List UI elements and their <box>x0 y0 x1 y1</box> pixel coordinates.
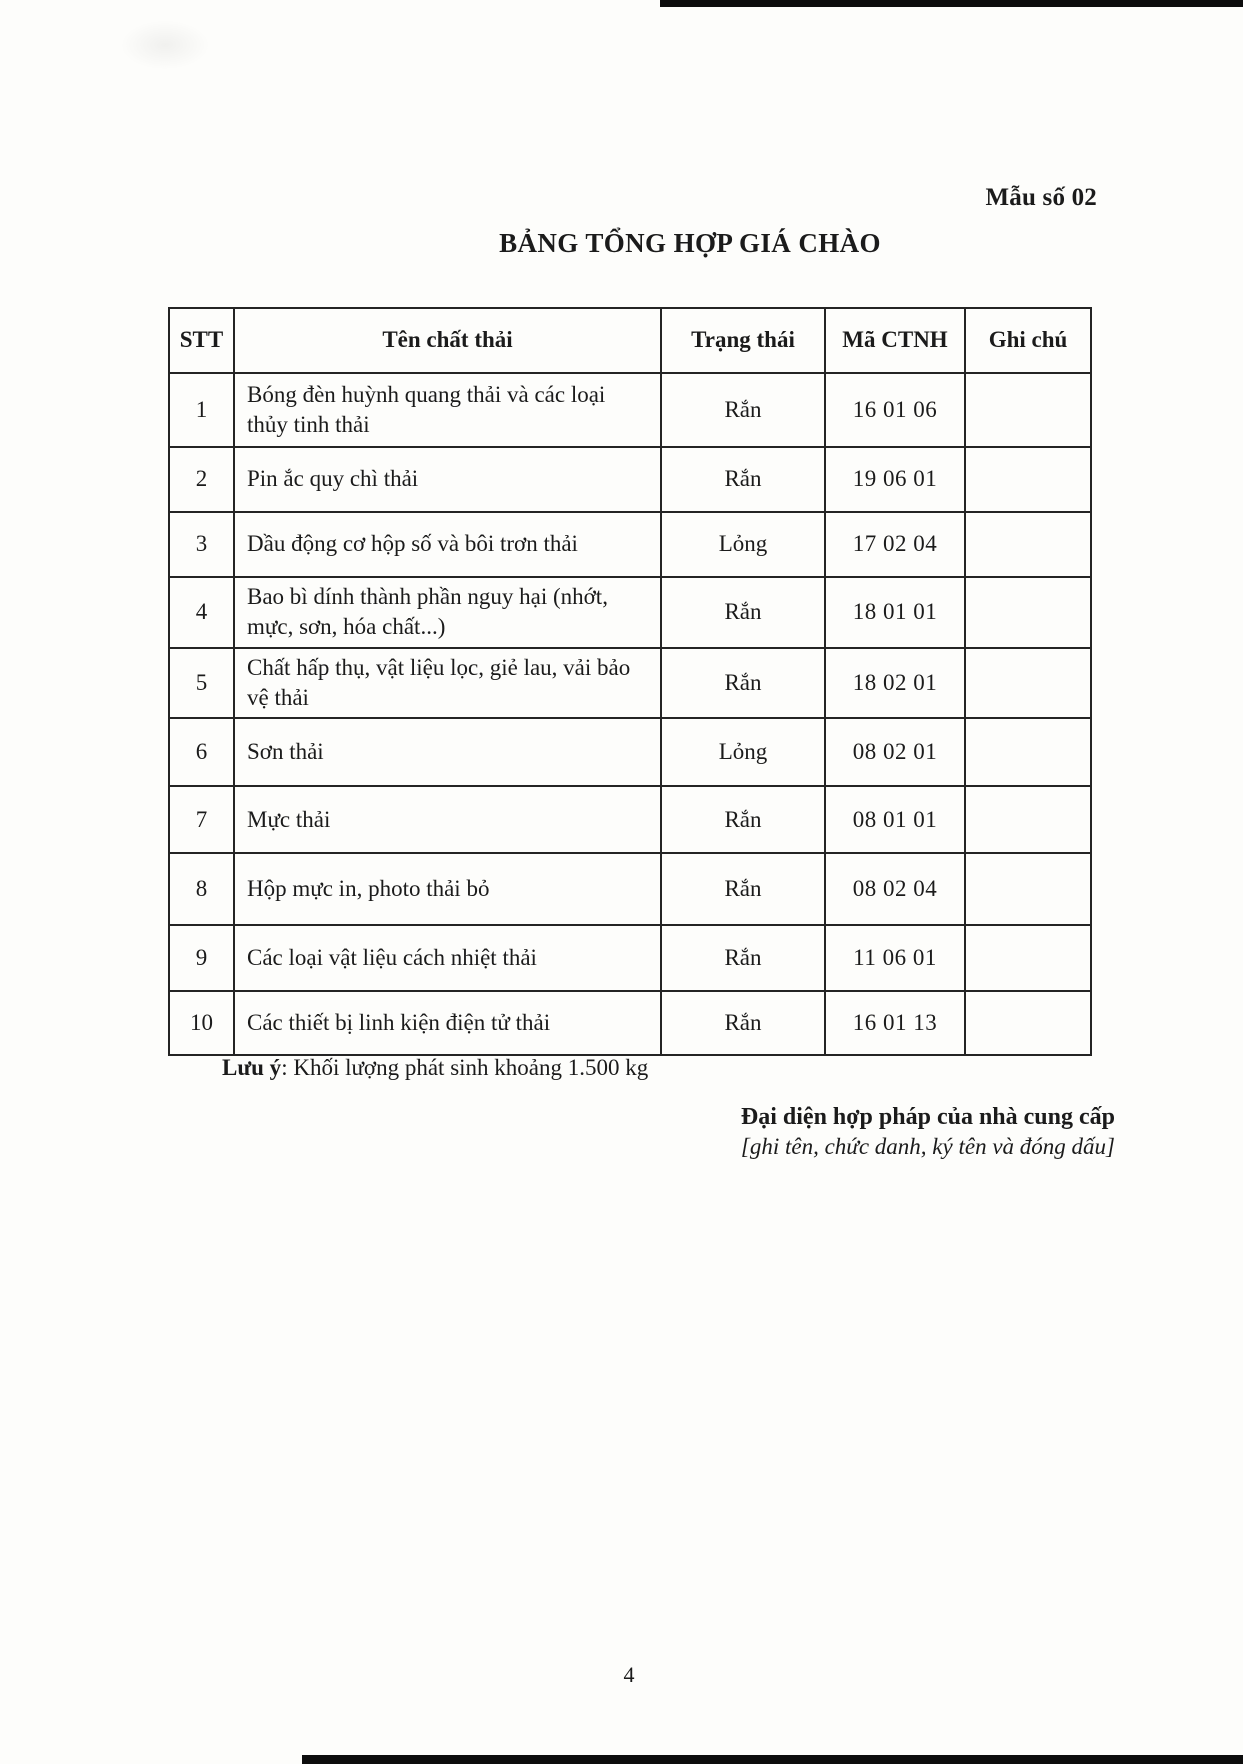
note-cell <box>965 447 1091 512</box>
note-cell <box>965 718 1091 786</box>
note-cell <box>965 373 1091 447</box>
state-cell: Rắn <box>661 786 825 853</box>
state-cell: Rắn <box>661 447 825 512</box>
signature-subtitle: [ghi tên, chức danh, ký tên và đóng dấu] <box>740 1134 1115 1159</box>
note-text: : Khối lượng phát sinh khoảng 1.500 kg <box>281 1055 649 1080</box>
row-index-cell: 7 <box>169 786 234 853</box>
column-header-ctnh-code: Mã CTNH <box>825 308 965 373</box>
table-row <box>169 373 1091 447</box>
ctnh-code-cell: 08 02 01 <box>825 718 965 786</box>
row-index-cell: 8 <box>169 853 234 925</box>
note-cell <box>965 577 1091 648</box>
column-header-note: Ghi chú <box>965 308 1091 373</box>
page-number: 4 <box>623 1662 635 1687</box>
state-cell: Rắn <box>661 577 825 648</box>
waste-name-cell: Pin ắc quy chì thải <box>234 447 661 512</box>
waste-name-cell: Bóng đèn huỳnh quang thải và các loại thủy tinh thải <box>234 373 661 447</box>
ctnh-code-cell: 19 06 01 <box>825 447 965 512</box>
waste-name-cell: Bao bì dính thành phần nguy hại (nhớt, mực, sơn, hóa chất...) <box>234 577 661 648</box>
ctnh-code-cell: 16 01 06 <box>825 373 965 447</box>
waste-name-cell: Dầu động cơ hộp số và bôi trơn thải <box>234 512 661 577</box>
ctnh-code-cell: 08 02 04 <box>825 853 965 925</box>
waste-name-cell: Mực thải <box>234 786 661 853</box>
state-cell: Rắn <box>661 925 825 991</box>
waste-name-cell: Chất hấp thụ, vật liệu lọc, giẻ lau, vải bảo vệ thải <box>234 648 661 719</box>
row-index-cell: 9 <box>169 925 234 991</box>
table-row <box>169 853 1091 925</box>
state-cell: Lỏng <box>661 512 825 577</box>
row-index-cell: 10 <box>169 991 234 1055</box>
table-row <box>169 718 1091 786</box>
row-index-cell: 5 <box>169 648 234 719</box>
table-row <box>169 925 1091 991</box>
form-number-label: Mẫu số 02 <box>985 184 1097 211</box>
column-header-state: Trạng thái <box>661 308 825 373</box>
ctnh-code-cell: 17 02 04 <box>825 512 965 577</box>
note-cell <box>965 991 1091 1055</box>
note-label: Lưu ý <box>222 1055 282 1080</box>
waste-name-cell: Sơn thải <box>234 718 661 786</box>
row-index-cell: 4 <box>169 577 234 648</box>
ctnh-code-cell: 18 02 01 <box>825 648 965 719</box>
column-header-stt: STT <box>169 308 234 373</box>
weight-note <box>222 1055 648 1081</box>
ctnh-code-cell: 16 01 13 <box>825 991 965 1055</box>
note-cell <box>965 853 1091 925</box>
state-cell: Rắn <box>661 853 825 925</box>
table-row <box>169 786 1091 853</box>
note-cell <box>965 925 1091 991</box>
table-header-row <box>169 308 1091 373</box>
ctnh-code-cell: 11 06 01 <box>825 925 965 991</box>
table-body <box>169 373 1091 1055</box>
waste-name-cell: Các loại vật liệu cách nhiệt thải <box>234 925 661 991</box>
note-cell <box>965 512 1091 577</box>
signature-block <box>741 1102 1115 1162</box>
row-index-cell: 3 <box>169 512 234 577</box>
table-row <box>169 648 1091 719</box>
page-title: BẢNG TỔNG HỢP GIÁ CHÀO <box>499 228 881 258</box>
row-index-cell: 1 <box>169 373 234 447</box>
state-cell: Rắn <box>661 991 825 1055</box>
row-index-cell: 6 <box>169 718 234 786</box>
state-cell: Lỏng <box>661 718 825 786</box>
table-row <box>169 577 1091 648</box>
scan-smudge <box>120 20 210 70</box>
waste-name-cell: Các thiết bị linh kiện điện tử thải <box>234 991 661 1055</box>
state-cell: Rắn <box>661 373 825 447</box>
ctnh-code-cell: 18 01 01 <box>825 577 965 648</box>
state-cell: Rắn <box>661 648 825 719</box>
row-index-cell: 2 <box>169 447 234 512</box>
signature-title: Đại diện hợp pháp của nhà cung cấp <box>740 1104 1115 1130</box>
note-cell <box>965 786 1091 853</box>
ctnh-code-cell: 08 01 01 <box>825 786 965 853</box>
price-quote-table <box>168 307 1092 1056</box>
scan-artifact-top-bar <box>660 0 1243 7</box>
table-header <box>169 308 1091 373</box>
column-header-waste-name: Tên chất thải <box>234 308 661 373</box>
waste-name-cell: Hộp mực in, photo thải bỏ <box>234 853 661 925</box>
table-row <box>169 512 1091 577</box>
note-cell <box>965 648 1091 719</box>
table-row <box>169 991 1091 1055</box>
scan-artifact-bottom-bar <box>302 1755 1243 1764</box>
table-row <box>169 447 1091 512</box>
